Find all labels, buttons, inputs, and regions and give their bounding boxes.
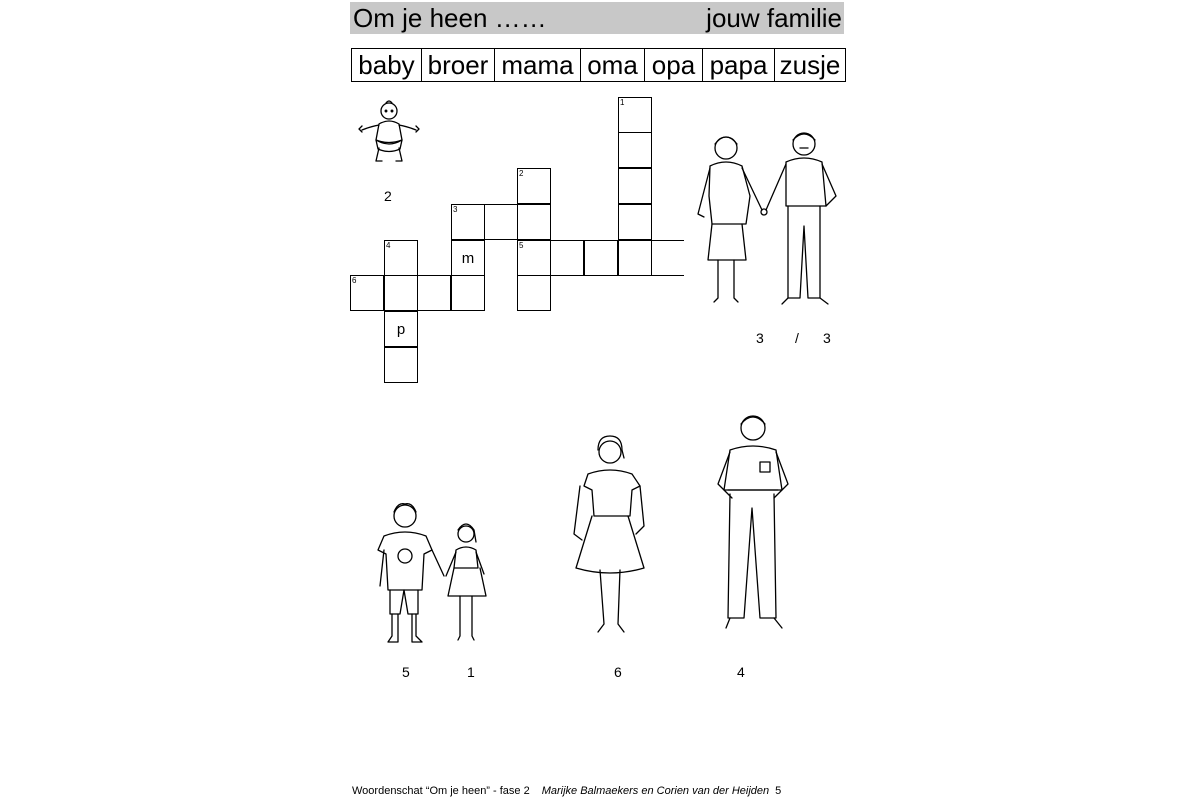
- siblings-figure-icon: [370, 498, 498, 650]
- crossword-cell[interactable]: [384, 240, 418, 276]
- crossword-cell[interactable]: [350, 275, 384, 311]
- picture-label-mother: 6: [614, 664, 622, 680]
- crossword-cell[interactable]: [451, 240, 485, 276]
- picture-label-boy: 5: [402, 664, 410, 680]
- title-bar: [350, 2, 844, 34]
- crossword-open-edge: [651, 240, 684, 241]
- clue-number: 4: [386, 241, 391, 250]
- crossword-cell[interactable]: [384, 275, 418, 311]
- father-figure-icon: [708, 410, 798, 636]
- grandparents-figure-icon: [688, 126, 856, 312]
- crossword-cell[interactable]: [517, 204, 551, 240]
- crossword-cell[interactable]: [618, 132, 652, 168]
- word-bank-item: opa: [645, 49, 703, 81]
- word-bank: [351, 48, 846, 82]
- page-number: 5: [775, 785, 782, 797]
- clue-number: 3: [453, 205, 458, 214]
- worksheet-topic: jouw familie: [706, 3, 842, 33]
- crossword-cell[interactable]: [584, 240, 618, 276]
- word-bank-item: oma: [581, 49, 645, 81]
- word-bank-item: baby: [352, 49, 422, 81]
- picture-label-father: 4: [737, 664, 745, 680]
- picture-label-grandparent-2: 3: [823, 330, 831, 346]
- worksheet-title: Om je heen ……: [353, 3, 547, 33]
- crossword-cell[interactable]: [517, 275, 551, 311]
- word-bank-item: broer: [422, 49, 495, 81]
- crossword-cell[interactable]: [384, 311, 418, 347]
- baby-figure-icon: [356, 98, 422, 170]
- crossword-cell[interactable]: [451, 204, 485, 240]
- crossword-cell[interactable]: [517, 168, 551, 204]
- clue-number: 1: [620, 98, 625, 107]
- clue-number: 2: [519, 169, 524, 178]
- prefilled-letter: p: [396, 321, 406, 338]
- word-bank-item: mama: [495, 49, 581, 81]
- clue-number: 6: [352, 276, 357, 285]
- page-footer: [352, 785, 781, 798]
- picture-label-baby: 2: [384, 188, 392, 204]
- footer-authors: Marijke Balmaekers en Corien van der Heijden: [541, 785, 770, 797]
- picture-label-separator: /: [795, 330, 799, 346]
- clue-number: 5: [519, 241, 524, 250]
- footer-title: Woordenschat “Om je heen” - fase 2: [352, 785, 530, 797]
- picture-label-girl: 1: [467, 664, 475, 680]
- crossword-cell[interactable]: [417, 275, 451, 311]
- crossword-cell[interactable]: [618, 97, 652, 133]
- mother-figure-icon: [568, 432, 652, 644]
- crossword-cell[interactable]: [550, 240, 584, 276]
- crossword-cell[interactable]: [384, 347, 418, 383]
- word-bank-item: papa: [703, 49, 775, 81]
- crossword-cell[interactable]: [618, 168, 652, 204]
- picture-label-grandparent-1: 3: [756, 330, 764, 346]
- crossword-cell[interactable]: [618, 240, 652, 276]
- crossword-cell[interactable]: [618, 204, 652, 240]
- word-bank-item: zusje: [779, 50, 841, 80]
- crossword-cell[interactable]: [451, 275, 485, 311]
- crossword-cell[interactable]: [517, 240, 551, 276]
- prefilled-letter: m: [461, 250, 475, 267]
- crossword-open-edge: [651, 275, 684, 276]
- crossword-cell[interactable]: [484, 204, 518, 240]
